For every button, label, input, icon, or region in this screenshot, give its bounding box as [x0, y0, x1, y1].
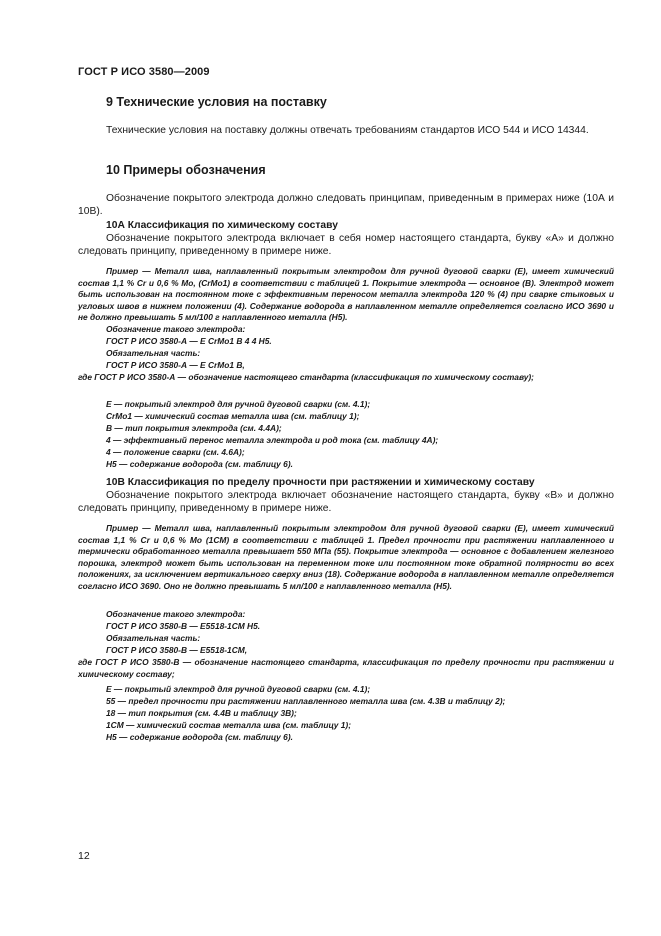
section-10a-line: Обязательная часть: [106, 348, 201, 358]
section-10a-item: H5 — содержание водорода (см. таблицу 6). [106, 459, 293, 469]
section-9-heading: 9 Технические условия на поставку [106, 95, 327, 109]
section-10b-line: Обязательная часть: [106, 633, 201, 643]
section-10-intro: Обозначение покрытого электрода должно следовать принципам, приведенным в примерах ниже (10А и 10В). [78, 193, 614, 218]
section-10b-item: H5 — содержание водорода (см. таблицу 6). [106, 732, 293, 742]
section-10a-where: где ГОСТ Р ИСО 3580-А — обозначение настоящего стандарта (классификация по химическому составу); [78, 372, 534, 382]
section-10a-item: B — тип покрытия электрода (см. 4.4A); [106, 423, 282, 433]
section-10-heading: 10 Примеры обозначения [106, 163, 266, 177]
section-10b-line: Обозначение такого электрода: [106, 609, 246, 619]
section-10a-item: CrMo1 — химический состав металла шва (см. таблицу 1); [106, 411, 360, 421]
section-10b-example: Пример — Металл шва, наплавленный покрытым электродом для ручной дуговой сварки (E), имеет химический состав 1,1 % Cr и 0,6 % Mo (1CM) в соответствии с таблицей 1. Предел прочности при растяжении наплавленного и термически обработанного металла превышает 550 МПа (55). Покрытие электрода — основное с добавлением железного порошка, электрод может быть использован на переменном токе или постоянном токе обратной полярности во всех положениях, за исключением вертикального сверху вниз (18). Содержание водорода в наплавленном металле определяется согласно ИСО 3690. Оно не должно превышать 5 мл/100 г наплавленного металла (H5). [78, 523, 614, 591]
section-10a-line: Обозначение такого электрода: [106, 324, 246, 334]
section-10b-heading: 10В Классификация по пределу прочности при растяжении и химическому составу [106, 477, 535, 488]
section-9-text: Технические условия на поставку должны отвечать требованиям стандартов ИСО 544 и ИСО 14344. [106, 125, 589, 136]
section-10a-text: Обозначение покрытого электрода включает в себя номер настоящего стандарта, букву «А» и должно следовать принципу, приведенному в примере ниже. [78, 233, 614, 258]
section-10b-item: 18 — тип покрытия (см. 4.4B и таблицу 3B); [106, 708, 297, 718]
section-10b-text: Обозначение покрытого электрода включает обозначение настоящего стандарта, букву «В» и должно следовать принципу, приведенному в примере ниже. [78, 490, 614, 515]
page-header: ГОСТ Р ИСО 3580—2009 [78, 66, 210, 78]
section-10b-where: где ГОСТ Р ИСО 3580-В — обозначение настоящего стандарта, классификация по пределу прочности при растяжении и химическому составу; [78, 657, 614, 679]
section-10a-item: 4 — эффективный перенос металла электрода и род тока (см. таблицу 4A); [106, 435, 439, 445]
section-10a-item: 4 — положение сварки (см. 4.6A); [106, 447, 245, 457]
section-10b-line: ГОСТ Р ИСО 3580-В — E5518-1CM, [106, 645, 248, 655]
section-10a-heading: 10А Классификация по химическому составу [106, 220, 338, 231]
section-10a-item: E — покрытый электрод для ручной дуговой сварки (см. 4.1); [106, 399, 371, 409]
section-10a-line: ГОСТ Р ИСО 3580-А — E CrMo1 B, [106, 360, 245, 370]
section-10b-item: 55 — предел прочности при растяжении наплавленного металла шва (см. 4.3B и таблицу 2); [106, 696, 506, 706]
page-number: 12 [78, 850, 90, 862]
section-10a-line: ГОСТ Р ИСО 3580-А — E CrMo1 B 4 4 H5. [106, 336, 272, 346]
section-10b-line: ГОСТ Р ИСО 3580-В — E5518-1CM H5. [106, 621, 261, 631]
section-10b-item: E — покрытый электрод для ручной дуговой сварки (см. 4.1); [106, 684, 371, 694]
section-10b-item: 1CM — химический состав металла шва (см. таблицу 1); [106, 720, 351, 730]
section-10a-example: Пример — Металл шва, наплавленный покрытым электродом для ручной дуговой сварки (E), имеет химический состав 1,1 % Cr и 0,6 % Mo, (CrMo1) в соответствии с таблицей 1. Покрытие электрода — основное (B). Электрод может быть использован на постоянном токе с эффективным переносом металла электрода 120 % (4) при сварке стыковых и угловых швов в нижнем положении (4). Содержание водорода в наплавленном металле определяется согласно ИСО 3690 и не должно превышать 5 мл/100 г наплавленного металла (H5). [78, 266, 614, 323]
